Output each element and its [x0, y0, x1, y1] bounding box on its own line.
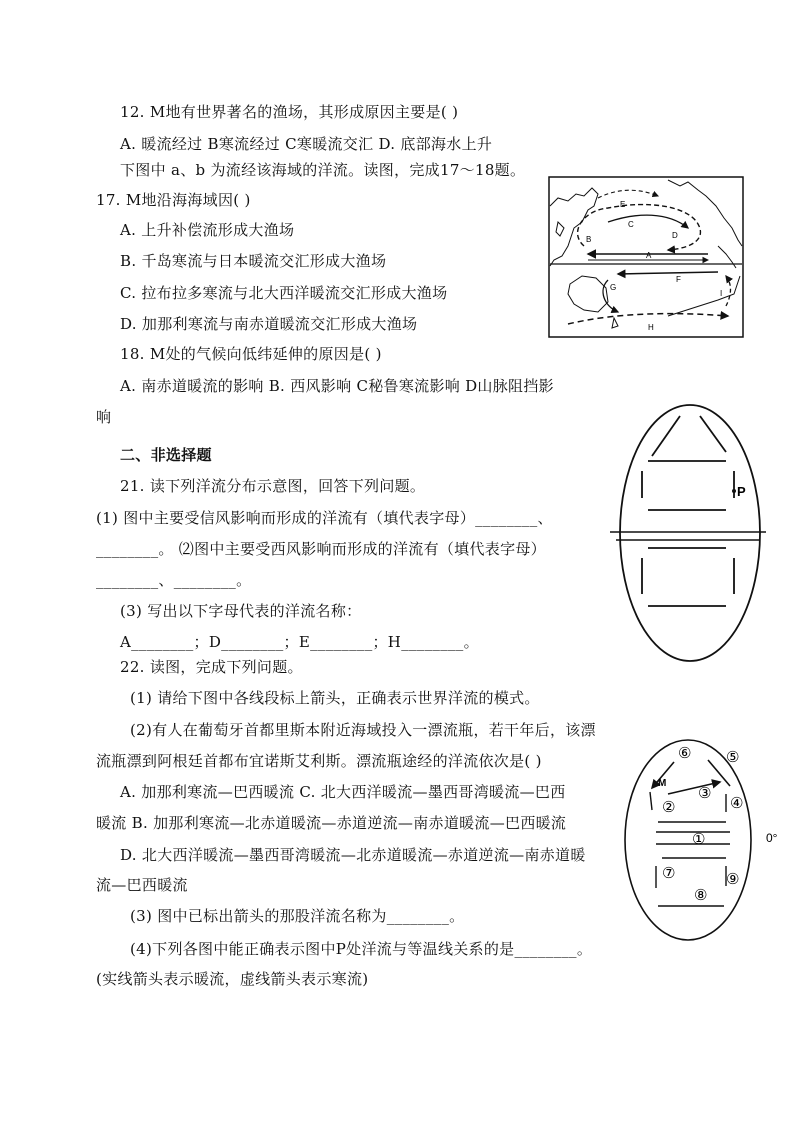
q22-part2-f: 流—巴西暖流 — [96, 876, 188, 894]
current-num-5: ⑤ — [726, 749, 740, 766]
map-label-a: A — [646, 251, 652, 260]
q17-option-d: D. 加那利寒流与南赤道暖流交汇形成大渔场 — [120, 315, 418, 333]
map-label-c: C — [628, 220, 634, 229]
q21-line: 21. 读下列洋流分布示意图，回答下列问题。 — [120, 477, 426, 495]
note-line: (实线箭头表示暖流，虚线箭头表示寒流) — [96, 970, 369, 988]
q22-part2-c: A. 加那利寒流—巴西暖流 C. 北大西洋暖流—墨西哥湾暖流—巴西 — [120, 783, 566, 801]
q21-part1-c: ________、________。 — [96, 571, 252, 589]
current-num-8: ⑧ — [694, 887, 708, 904]
map-label-e: E — [620, 200, 626, 209]
numbered-current-diagram — [622, 736, 790, 948]
current-num-1: ① — [692, 831, 706, 848]
q18-options: A. 南赤道暖流的影响 B. 西风影响 C秘鲁寒流影响 D山脉阻挡影 — [120, 377, 554, 395]
section-heading: 二、非选择题 — [120, 446, 212, 464]
q21-part3-blanks: A________；D________；E________；H________。 — [120, 633, 479, 651]
equator-degree-label: 0° — [766, 831, 778, 845]
q17-option-b: B. 千岛寒流与日本暖流交汇形成大渔场 — [120, 252, 387, 270]
current-num-6: ⑥ — [678, 745, 692, 762]
q22-part4: (4)下列各图中能正确表示图中P处洋流与等温线关系的是________。 — [130, 940, 593, 958]
p-label: P — [737, 484, 746, 499]
p-point — [732, 489, 736, 493]
q22-part2: (2)有人在葡萄牙首都里斯本附近海域投入一漂流瓶，若干年后，该漂 — [130, 721, 596, 739]
q22-part2-e: D. 北大西洋暖流—墨西哥湾暖流—北赤道暖流—赤道逆流—南赤道暖 — [120, 846, 586, 864]
map-label-d: D — [672, 231, 678, 240]
map-label-f: F — [676, 275, 681, 284]
q18-line: 18. M处的气候向低纬延伸的原因是( ) — [120, 345, 382, 363]
q12-options: A. 暖流经过 B寒流经过 C寒暖流交汇 D. 底部海水上升 — [120, 135, 493, 153]
map-label-h: H — [648, 323, 654, 332]
q17-option-c: C. 拉布拉多寒流与北大西洋暖流交汇形成大渔场 — [120, 284, 448, 302]
map-label-i: I — [720, 289, 723, 298]
current-num-3: ③ — [698, 785, 712, 802]
q17-option-a: A. 上升补偿流形成大渔场 — [120, 221, 295, 239]
current-num-4: ④ — [730, 795, 744, 812]
q12-line: 12. M地有世界著名的渔场，其形成原因主要是( ) — [120, 103, 459, 121]
q22-part3: (3) 图中已标出箭头的那股洋流名称为________。 — [130, 907, 465, 925]
current-model-ellipse — [608, 398, 788, 672]
current-num-2: ② — [662, 799, 676, 816]
intro-17-18: 下图中 a、b 为流经该海域的洋流。读图，完成17～18题。 — [120, 161, 526, 179]
q21-part3: (3) 写出以下字母代表的洋流名称： — [120, 602, 362, 620]
current-num-9: ⑨ — [726, 871, 740, 888]
map-label-g: G — [610, 283, 617, 292]
q22-part1: (1) 请给下图中各线段标上箭头，正确表示世界洋流的模式。 — [130, 689, 540, 707]
map-label-b: B — [586, 235, 592, 244]
q22-part2-b: 流瓶漂到阿根廷首都布宜诺斯艾利斯。漂流瓶途经的洋流依次是( ) — [96, 752, 542, 770]
q21-part1-b: ________。 ⑵图中主要受西风影响而形成的洋流有（填代表字母） — [96, 540, 546, 558]
q22-part2-d: 暖流 B. 加那利寒流—北赤道暖流—赤道逆流—南赤道暖流—巴西暖流 — [96, 814, 567, 832]
q21-part1: (1) 图中主要受信风影响而形成的洋流有（填代表字母）________、 — [96, 509, 553, 527]
current-num-7: ⑦ — [662, 865, 676, 882]
q22-line: 22. 读图，完成下列问题。 — [120, 658, 303, 676]
m-label: M — [658, 778, 667, 789]
q17-line: 17. M地沿海海域因( ) — [96, 191, 251, 209]
q18-options-cont: 响 — [96, 408, 112, 426]
pacific-current-map — [548, 176, 744, 338]
